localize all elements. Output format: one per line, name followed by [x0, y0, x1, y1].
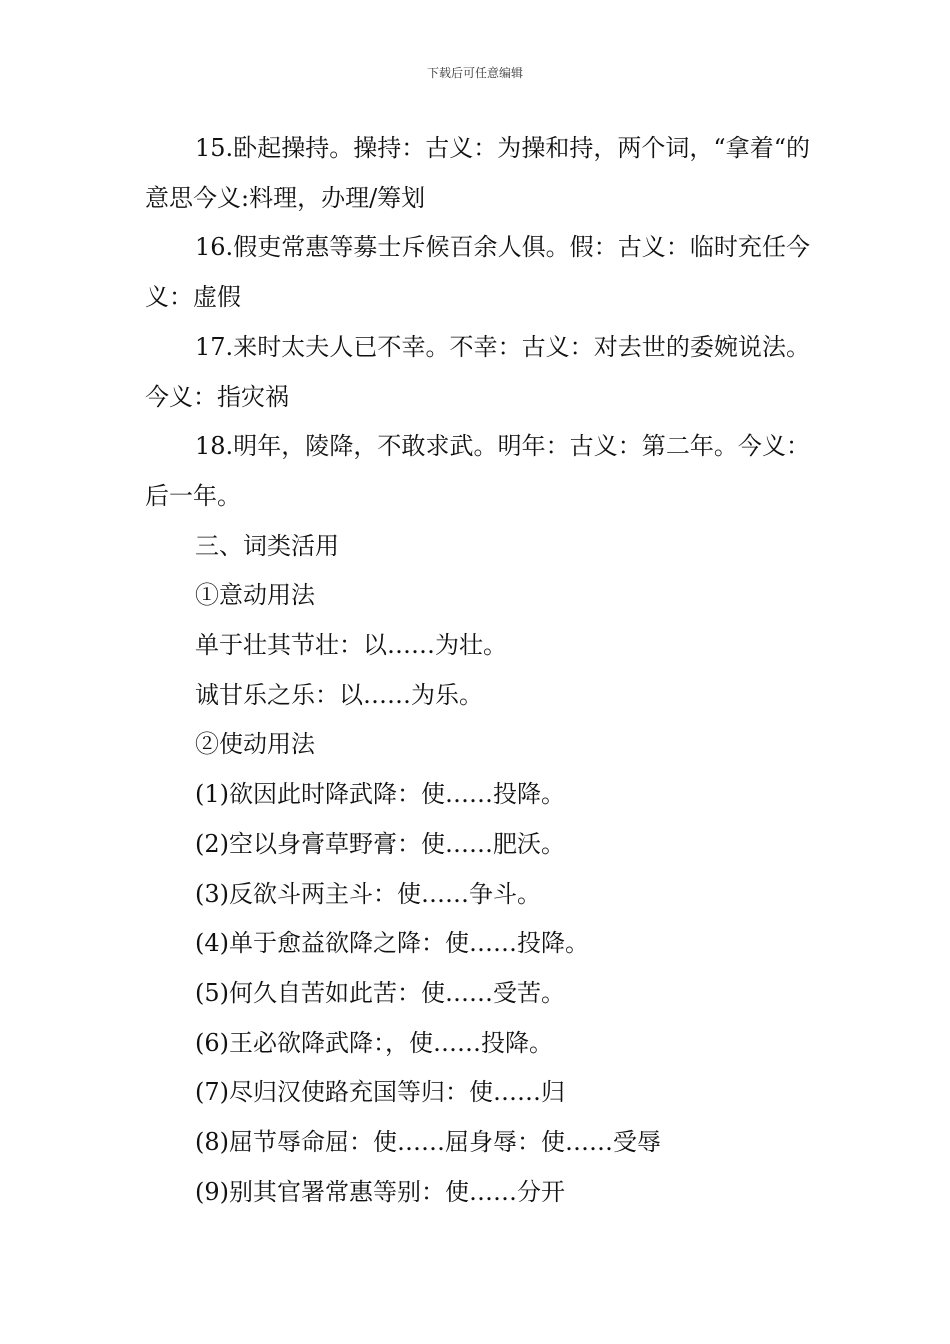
paragraph-16: 16.假吏常惠等募士斥候百余人俱。假：古义：临时充任今义：虚假: [145, 233, 810, 312]
paragraph-15: 15.卧起操持。操持：古义：为操和持，两个词，“拿着“的意思今义:料理，办理/筹划: [145, 134, 810, 212]
section-heading-word-class: 三、词类活用: [195, 531, 339, 560]
list-item: (7)尽归汉使路充国等归：使……归: [195, 1078, 565, 1107]
list-item: (1)欲因此时降武降：使……投降。: [195, 780, 565, 809]
list-item: (3)反欲斗两主斗：使……争斗。: [195, 879, 541, 908]
paragraph-18: 18.明年，陵降，不敢求武。明年：古义：第二年。今义：后一年。: [145, 432, 810, 510]
list-item: (5)何久自苦如此苦：使……受苦。: [195, 978, 565, 1007]
subheading-yidong: ①意动用法: [195, 581, 315, 610]
paragraph-17: 17.来时太夫人已不幸。不幸：古义：对去世的委婉说法。今义：指灾祸: [145, 332, 810, 411]
list-item: 单于壮其节壮：以……为壮。: [195, 631, 507, 660]
document-body: [145, 124, 810, 1217]
list-item: (8)屈节辱命屈：使……屈身辱：使……受辱: [195, 1128, 661, 1157]
list-item: 诚甘乐之乐：以……为乐。: [195, 680, 483, 709]
list-item: (9)别其官署常惠等别：使……分开: [195, 1177, 565, 1206]
page-header: 下载后可任意编辑: [426, 66, 523, 80]
list-item: (2)空以身膏草野膏：使……肥沃。: [195, 829, 565, 858]
list-item: (6)王必欲降武降：，使……投降。: [195, 1028, 553, 1057]
subheading-shidong: ②使动用法: [195, 730, 315, 759]
list-item: (4)单于愈益欲降之降：使……投降。: [195, 929, 589, 958]
